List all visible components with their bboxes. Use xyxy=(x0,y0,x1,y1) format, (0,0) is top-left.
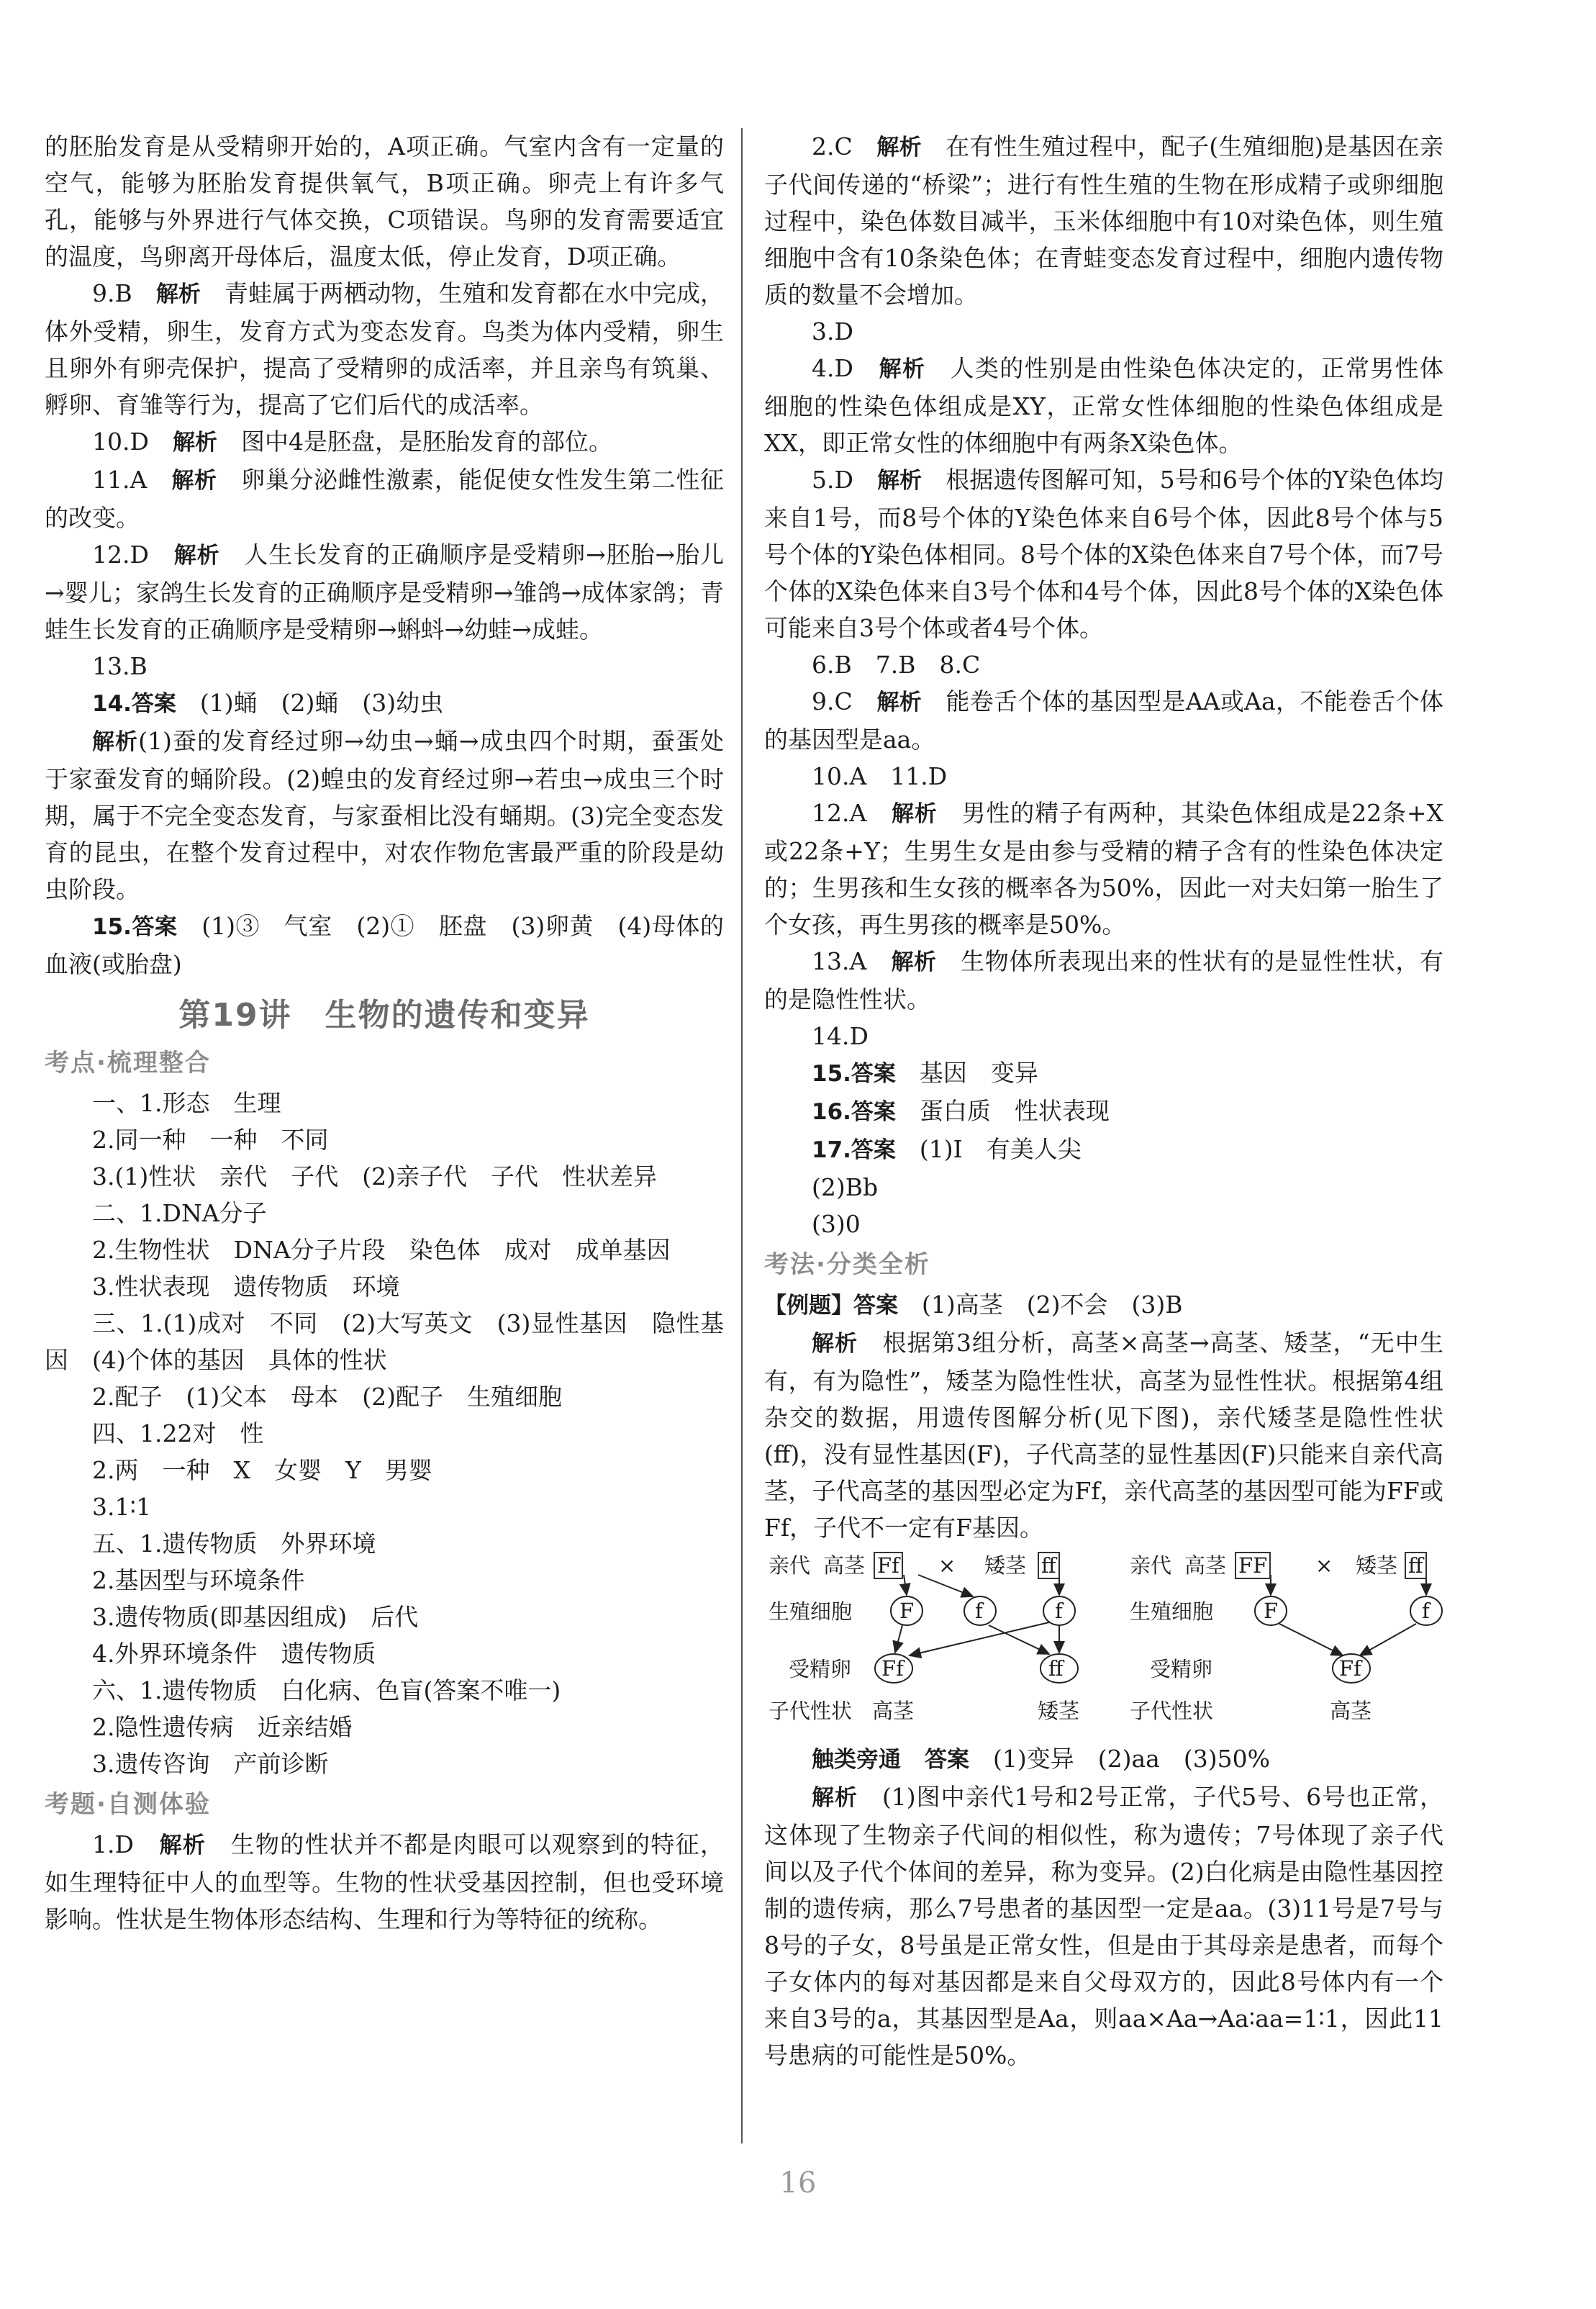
item-number: 12.D xyxy=(92,541,149,569)
genotype-box: FF xyxy=(1235,1552,1271,1579)
answer-9 xyxy=(764,683,1443,758)
gamete-f: f xyxy=(1422,1599,1430,1623)
offspring-label: 子代性状 xyxy=(768,1699,853,1723)
item-number: 2.C xyxy=(812,132,853,161)
section-heading: 考题·自测体验 xyxy=(45,1790,211,1819)
gamete-F: F xyxy=(899,1599,915,1623)
answer-2 xyxy=(764,128,1443,313)
item-number: 9.B xyxy=(92,279,132,307)
analysis-text: 根据第3组分析，高茎×高茎→高茎、矮茎，“无中生有，有为隐性”，矮茎为隐性性状，高茎为显性性状。根据第4组杂交的数据，用遗传图解分析(见下图)，亲代矮茎是隐性性状(ff)，没有显性基因(F)，子代高茎的显性基因(F)只能来自亲代高茎，子代高茎的基因型必定为Ff，亲代高茎的基因型可能为FF或Ff，子代不一定有F基因。 xyxy=(764,1329,1444,1542)
answer-17-part3: (3)0 xyxy=(812,1210,861,1238)
gamete-f: f xyxy=(1055,1599,1063,1623)
answer-text: (1)蛹 (2)蛹 (3)幼虫 xyxy=(199,689,444,717)
answer-12 xyxy=(764,795,1443,943)
outline-line: 2.生物性状 DNA分子片段 染色体 成对 成单基因 xyxy=(92,1236,671,1264)
right-column xyxy=(764,128,1443,2074)
analysis-text: 在有性生殖过程中，配子(生殖细胞)是基因在亲子代间传递的“桥梁”；进行有性生殖的生物在形成精子或卵细胞过程中，染色体数目减半，玉米体细胞中有10对染色体，则生殖细胞中含有10条染色体；在青蛙变态发育过程中，细胞内遗传物质的数量不会增加。 xyxy=(764,132,1444,309)
analysis-text: 根据遗传图解可知，5号和6号个体的Y染色体均来自1号，而8号个体的Y染色体来自6号个体，因此8号个体与5号个体的Y染色体相同。8号个体的X染色体来自7号个体，而7号个体的X染色体来自3号个体和4号个体，因此8号个体的X染色体可能来自3号个体或者4号个体。 xyxy=(764,466,1444,642)
genetic-cross-diagram xyxy=(764,1550,1443,1738)
outline-line: 五、1.遗传物质 外界环境 xyxy=(92,1529,376,1558)
tall-label: 高茎 xyxy=(823,1553,866,1578)
paragraph: 的胚胎发育是从受精卵开始的，A项正确。气室内含有一定量的空气，能够为胚胎发育提供氧气，B项正确。卵壳上有许多气孔，能够与外界进行气体交换，C项错误。鸟卵的发育需要适宜的温度，鸟卵离开母体后，温度太低，停止发育，D项正确。 xyxy=(45,132,724,271)
answer-14 xyxy=(45,684,724,723)
answer-4 xyxy=(764,350,1443,461)
outline-line: 三、1.(1)成对 不同 (2)大写英文 (3)显性基因 隐性基因 (4)个体的基因 具体的性状 xyxy=(45,1309,724,1374)
outline-line: 2.基因型与环境条件 xyxy=(92,1566,305,1594)
answer-16 xyxy=(764,1093,1443,1131)
outline-line: 3.性状表现 遗传物质 环境 xyxy=(92,1273,400,1301)
analysis-label: 解析 xyxy=(877,468,922,494)
answer-text: (1)变异 (2)aa (3)50% xyxy=(993,1745,1270,1773)
analysis-label: 解析 xyxy=(879,356,926,382)
analysis-label: 解析 xyxy=(892,801,938,827)
analysis-label: 解析 xyxy=(812,1785,858,1811)
answer-text: (1)高茎 (2)不会 (3)B xyxy=(922,1291,1183,1319)
analysis-text: 男性的精子有两种，其染色体组成是22条+X或22条+Y；生男生女是由参与受精的精子含有的性染色体决定的；生男孩和生女孩的概率各为50%，因此一对夫妇第一胎生了个女孩，再生男孩的概率是50%。 xyxy=(764,799,1444,939)
outline-line: 2.两 一种 X 女婴 Y 男婴 xyxy=(92,1456,432,1484)
section-heading: 考点·梳理整合 xyxy=(45,1049,211,1077)
example-answer xyxy=(764,1286,1443,1324)
answers-6-8: 6.B 7.B 8.C xyxy=(812,651,981,679)
gamete-f: f xyxy=(975,1599,983,1623)
answer-label: 15.答案 xyxy=(812,1061,896,1087)
extension-label: 触类旁通 xyxy=(812,1747,901,1773)
analysis-text: 青蛙属于两栖动物，生殖和发育都在水中完成，体外受精，卵生，发育方式为变态发育。鸟类为体内受精，卵生且卵外有卵壳保护，提高了受精卵的成活率，并且亲鸟有筑巢、孵卵、育雏等行为，提高了它们后代的成活率。 xyxy=(45,279,725,419)
outline-line: 2.配子 (1)父本 母本 (2)配子 生殖细胞 xyxy=(92,1383,562,1411)
offspring-tall: 高茎 xyxy=(872,1699,915,1723)
zygote-label: 受精卵 xyxy=(789,1657,852,1681)
offspring-short: 矮茎 xyxy=(1038,1699,1080,1723)
answer-label: 16.答案 xyxy=(812,1099,896,1125)
analysis-label: 解析 xyxy=(172,430,217,456)
analysis-label: 解析 xyxy=(92,729,139,755)
gamete-label: 生殖细胞 xyxy=(768,1599,853,1624)
outline-line: 2.隐性遗传病 近亲结婚 xyxy=(92,1713,353,1741)
answer-label: 答案 xyxy=(853,1293,898,1319)
parent-label: 亲代 xyxy=(768,1553,811,1578)
answer-text: 基因 变异 xyxy=(919,1059,1038,1087)
answer-10 xyxy=(45,423,724,461)
analysis-label: 解析 xyxy=(173,543,220,569)
answer-5 xyxy=(764,461,1443,646)
genotype-box: Ff xyxy=(874,1552,903,1579)
genotype-box: ff xyxy=(1038,1552,1060,1579)
section-heading: 考法·分类全析 xyxy=(764,1250,930,1279)
outline-line: 3.1∶1 xyxy=(92,1493,152,1521)
outline-line: 一、1.形态 生理 xyxy=(92,1089,281,1117)
zygote-Ff: Ff xyxy=(881,1656,904,1681)
item-number: 11.A xyxy=(92,466,148,494)
analysis-text: (1)蚕的发育经过卵→幼虫→蛹→成虫四个时期，蚕蛋处于家蚕发育的蛹阶段。(2)蝗虫的发育经过卵→若虫→成虫三个时期，属于不完全变态发育，与家蚕相比没有蛹期。(3)完全变态发育的昆虫，在整个发育过程中，对农作物危害最严重的阶段是幼虫阶段。 xyxy=(45,727,724,903)
parent-label: 亲代 xyxy=(1130,1553,1172,1578)
item-number: 4.D xyxy=(812,354,853,382)
cross-symbol: × xyxy=(1315,1553,1333,1578)
analysis-label: 解析 xyxy=(891,949,937,975)
outline-line: 4.外界环境条件 遗传物质 xyxy=(92,1640,376,1668)
analysis-text: 人类的性别是由性染色体决定的，正常男性体细胞的性染色体组成是XY，正常女性体细胞的性染色体组成是XX，即正常女性的体细胞中有两条X染色体。 xyxy=(764,354,1444,457)
answer-17 xyxy=(764,1131,1443,1169)
extension-answer xyxy=(764,1740,1443,1779)
analysis-text: 生物的性状并不都是肉眼可以观察到的特征，如生理特征中人的血型等。生物的性状受基因控制，但也受环境影响。性状是生物体形态结构、生理和行为等特征的统称。 xyxy=(45,1830,725,1933)
item-number: 12.A xyxy=(812,799,867,827)
extension-analysis xyxy=(764,1779,1443,2074)
analysis-text: 生物体所表现出来的性状有的是显性性状，有的是隐性性状。 xyxy=(764,947,1444,1013)
analysis-label: 解析 xyxy=(812,1331,858,1357)
answer-label: 17.答案 xyxy=(812,1137,896,1163)
gamete-F: F xyxy=(1264,1599,1279,1623)
zygote-Ff: Ff xyxy=(1339,1656,1361,1681)
outline-line: 3.遗传咨询 产前诊断 xyxy=(92,1750,329,1778)
zygote-ff: ff xyxy=(1048,1656,1064,1681)
outline-line: 六、1.遗传物质 白化病、色盲(答案不唯一) xyxy=(92,1676,561,1704)
gamete-label: 生殖细胞 xyxy=(1130,1599,1214,1624)
outline-line: 二、1.DNA分子 xyxy=(92,1199,267,1227)
outline-line: 3.遗传物质(即基因组成) 后代 xyxy=(92,1603,419,1631)
item-number: 13.A xyxy=(812,947,867,975)
answer-3: 3.D xyxy=(812,317,853,345)
answer-13: 13.B xyxy=(92,652,148,680)
outline-line: 2.同一种 一种 不同 xyxy=(92,1126,329,1154)
outline-line: 3.(1)性状 亲代 子代 (2)亲子代 子代 性状差异 xyxy=(92,1162,657,1190)
column-divider xyxy=(741,128,743,2143)
answer-label: 14.答案 xyxy=(92,691,176,717)
analysis-label: 解析 xyxy=(876,135,922,161)
short-label: 矮茎 xyxy=(1356,1553,1398,1578)
answer-text: (1)Ⅰ 有美人尖 xyxy=(919,1135,1082,1163)
answer-14: 14.D xyxy=(812,1022,869,1050)
item-number: 5.D xyxy=(812,466,853,494)
example-label: 【例题】 xyxy=(764,1293,853,1319)
analysis-text: 卵巢分泌雌性激素，能促使女性发生第二性征的改变。 xyxy=(45,466,725,532)
outline-line: 四、1.22对 性 xyxy=(92,1419,264,1447)
genotype-box: ff xyxy=(1405,1552,1427,1579)
answer-text: (1)③ 气室 (2)① 胚盘 (3)卵黄 (4)母体的血液(或胎盘) xyxy=(45,912,724,978)
analysis-label: 解析 xyxy=(171,468,217,494)
answer-17-part2: (2)Bb xyxy=(812,1173,879,1201)
answer-15 xyxy=(45,908,724,982)
analysis-text: 图中4是胚盘，是胚胎发育的部位。 xyxy=(240,428,612,456)
short-label: 矮茎 xyxy=(984,1553,1027,1578)
answer-11 xyxy=(45,461,724,536)
answer-13 xyxy=(764,943,1443,1018)
tall-label: 高茎 xyxy=(1184,1553,1227,1578)
test-answer-1 xyxy=(45,1826,724,1938)
cross-symbol: × xyxy=(938,1553,956,1578)
offspring-label: 子代性状 xyxy=(1130,1699,1214,1723)
analysis-label: 解析 xyxy=(876,690,922,715)
answer-label: 15.答案 xyxy=(92,914,178,940)
offspring-tall: 高茎 xyxy=(1330,1699,1372,1723)
answer-9 xyxy=(45,275,724,423)
answer-label: 答案 xyxy=(925,1747,969,1773)
answer-15 xyxy=(764,1054,1443,1093)
analysis-label: 解析 xyxy=(155,281,201,307)
lecture-title: 第19讲 生物的遗传和变异 xyxy=(178,997,590,1034)
item-number: 10.D xyxy=(92,428,149,456)
analysis-text: 人生长发育的正确顺序是受精卵→胚胎→胎儿→婴儿；家鸽生长发育的正确顺序是受精卵→雏鸽→成体家鸽；青蛙生长发育的正确顺序是受精卵→蝌蚪→幼蛙→成蛙。 xyxy=(45,541,724,643)
answer-12 xyxy=(45,536,724,648)
item-number: 9.C xyxy=(812,687,853,715)
analysis-text: (1)图中亲代1号和2号正常，子代5号、6号也正常，这体现了生物亲子代间的相似性，称为遗传；7号体现了亲子代间以及子代个体间的差异，称为变异。(2)白化病是由隐性基因控制的遗传病，那么7号患者的基因型一定是aa。(3)11号是7号与8号的子女，8号虽是正常女性，但是由于其母亲是患者，而每个子女体内的每对基因都是来自父母双方的，因此8号体内有一个来自3号的a，其基因型是Aa，则aa×Aa→Aa∶aa=1∶1，因此11号患病的可能性是50%。 xyxy=(764,1783,1444,2069)
analysis-14 xyxy=(45,723,724,908)
analysis-label: 解析 xyxy=(159,1833,207,1858)
zygote-label: 受精卵 xyxy=(1150,1657,1213,1681)
analysis-text: 能卷舌个体的基因型是AA或Aa，不能卷舌个体的基因型是aa。 xyxy=(764,687,1444,754)
left-column xyxy=(45,128,724,1938)
answers-10-11: 10.A 11.D xyxy=(812,762,948,790)
page-number: 16 xyxy=(779,2166,817,2200)
example-analysis xyxy=(764,1324,1443,1546)
answer-text: 蛋白质 性状表现 xyxy=(919,1097,1110,1125)
item-number: 1.D xyxy=(92,1830,134,1858)
